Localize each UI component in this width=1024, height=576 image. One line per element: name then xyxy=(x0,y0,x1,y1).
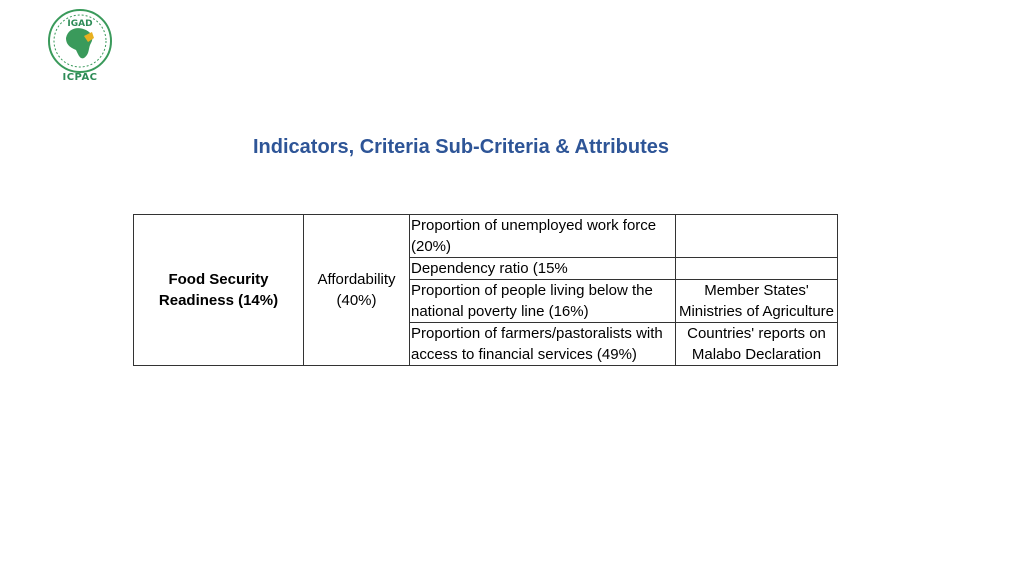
sub-criteria-cell: Proportion of unemployed work force (20%) xyxy=(410,215,676,258)
igad-emblem-icon xyxy=(44,8,116,74)
indicator-cell: Food Security Readiness (14%) xyxy=(134,215,304,366)
source-cell: Countries' reports on Malabo Declaration xyxy=(676,323,838,366)
sub-criteria-cell: Proportion of farmers/pastoralists with access to financial services (49%) xyxy=(410,323,676,366)
source-cell xyxy=(676,258,838,280)
icpac-label: ICPAC xyxy=(62,72,98,83)
table-row xyxy=(134,215,838,258)
source-cell xyxy=(676,215,838,258)
criteria-cell: Affordability (40%) xyxy=(304,215,410,366)
sub-criteria-cell: Proportion of people living below the national poverty line (16%) xyxy=(410,280,676,323)
page-title: Indicators, Criteria Sub-Criteria & Attributes xyxy=(253,136,669,158)
sub-criteria-cell: Dependency ratio (15% xyxy=(410,258,676,280)
svg-text:IGAD: IGAD xyxy=(67,19,93,29)
igad-icpac-logo xyxy=(44,8,116,86)
source-cell: Member States' Ministries of Agriculture xyxy=(676,280,838,323)
indicators-table xyxy=(133,214,838,366)
